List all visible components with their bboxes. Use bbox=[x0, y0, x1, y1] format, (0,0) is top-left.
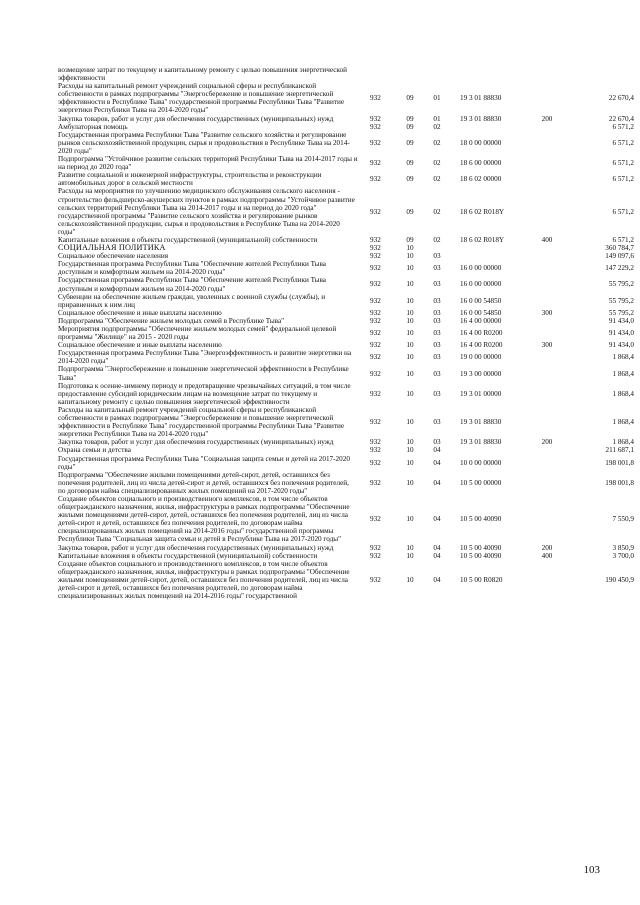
row-subsection-code: 03 bbox=[433, 438, 441, 447]
row-description: Расходы на капитальный ремонт учреждений социальной сферы и республиканской собственности в рамках подпрограммы "Энергосбережение и повышение энергетической эффективности в Республике Тыва" государственной программы Республики Тыва "Развитие энергетики Республики Тыва на 2014-2020 годы" bbox=[58, 405, 345, 439]
row-expense-type bbox=[530, 406, 564, 438]
table-row bbox=[58, 341, 634, 349]
row-target-article: 10 5 00 R0820 bbox=[460, 575, 503, 584]
row-amount: 6 571,2 bbox=[612, 207, 634, 216]
table-row bbox=[58, 544, 634, 552]
row-ministry-code: 932 bbox=[370, 244, 381, 253]
row-ministry-code: 932 bbox=[370, 515, 381, 524]
row-subsection-code: 04 bbox=[433, 551, 441, 560]
row-section-code: 10 bbox=[406, 280, 414, 289]
row-expense-type: 300 bbox=[541, 341, 553, 350]
row-amount: 91 434,0 bbox=[608, 329, 634, 338]
budget-table bbox=[58, 66, 634, 600]
row-ministry-code: 932 bbox=[370, 458, 381, 467]
row-target-article: 19 3 01 88830 bbox=[460, 418, 502, 427]
row-section-code: 09 bbox=[406, 138, 414, 147]
row-ministry-code: 932 bbox=[370, 296, 381, 305]
table-row bbox=[58, 171, 634, 187]
row-ministry-code: 932 bbox=[370, 446, 381, 455]
row-amount: 6 571,2 bbox=[612, 159, 634, 168]
row-ministry-code: 932 bbox=[370, 252, 381, 261]
row-ministry-code: 932 bbox=[370, 308, 381, 317]
row-expense-type bbox=[530, 252, 564, 260]
row-subsection-code bbox=[424, 66, 450, 82]
row-section-code: 10 bbox=[406, 369, 414, 378]
row-section-code: 10 bbox=[406, 264, 414, 273]
row-amount: 6 571,2 bbox=[612, 175, 634, 184]
row-description: Подпрограмма "Обеспечение жилыми помещениями детей-сирот, детей, оставшихся без попечения родителей, лиц из числа детей-сирот и детей, оставшихся без попечения родителей, по договорам найма специализированных жилых помещений на 2017-2020 годы" bbox=[58, 470, 349, 495]
row-subsection-code: 03 bbox=[433, 341, 441, 350]
row-description: Субвенции на обеспечение жильем граждан, уволенных с военной службы (службы), и приравненных к ним лиц bbox=[58, 292, 326, 309]
row-amount: 147 229,2 bbox=[605, 264, 634, 273]
row-expense-type bbox=[530, 471, 564, 495]
row-expense-type: 200 bbox=[541, 438, 553, 447]
row-expense-type: 200 bbox=[541, 543, 553, 552]
row-ministry-code: 932 bbox=[370, 207, 381, 216]
row-ministry-code bbox=[364, 66, 396, 82]
table-row bbox=[58, 252, 634, 260]
row-description: Амбулаторная помощь bbox=[58, 122, 128, 131]
row-description: Государственная программа Республики Тыва "Развитие сельского хозяйства и регулирование рынков сельскохозяйственной продукции, сырья и продовольствия в Республике Тыва на 2014-2020 годы" bbox=[58, 130, 350, 155]
row-target-article: 16 0 00 54850 bbox=[460, 296, 502, 305]
row-ministry-code: 932 bbox=[370, 122, 381, 131]
row-expense-type bbox=[530, 187, 564, 236]
row-amount: 3 700,0 bbox=[612, 551, 634, 560]
row-ministry-code: 932 bbox=[370, 543, 381, 552]
row-target-article: 19 3 01 88830 bbox=[460, 114, 502, 123]
row-amount: 55 795,2 bbox=[608, 296, 634, 305]
row-description: Расходы на мероприятия по улучшению медицинского обслуживания сельского населения - строительство фельдшерско-акушерских пунктов в рамках подпрограммы "Устойчивое развитие сельских территорий Республики Тыва на 2014-2017 годы и на период до 2020 года" государственной программы "Развитие сельского хозяйства и регулирование рынков сельскохозяйственной продукции, сырья и продовольствия в Республике Тыва на 2014-2020 годы" bbox=[58, 187, 355, 236]
table-row bbox=[58, 66, 634, 82]
row-ministry-code: 932 bbox=[370, 316, 381, 325]
row-section-code: 09 bbox=[406, 94, 414, 103]
row-target-article: 19 0 00 00000 bbox=[460, 353, 502, 362]
row-subsection-code: 01 bbox=[433, 114, 441, 123]
row-section-code: 09 bbox=[406, 207, 414, 216]
table-row bbox=[58, 155, 634, 171]
table-row bbox=[58, 309, 634, 317]
row-target-article: 19 3 00 00000 bbox=[460, 369, 502, 378]
row-expense-type bbox=[530, 446, 564, 454]
row-target-article: 16 4 00 00000 bbox=[460, 316, 502, 325]
row-target-article: 10 5 00 00000 bbox=[460, 478, 502, 487]
row-amount: 1 868,4 bbox=[612, 438, 634, 447]
row-description: Расходы на капитальный ремонт учреждений социальной сферы и республиканской собственности в рамках подпрограммы "Энергосбережение и повышение энергетической эффективности в Республике Тыва" государственной программы Республики Тыва "Развитие энергетики Республики Тыва на 2014-2020 годы" bbox=[58, 82, 345, 115]
row-section-code: 10 bbox=[406, 458, 414, 467]
row-target-article: 10 0 00 00000 bbox=[460, 458, 502, 467]
row-subsection-code: 02 bbox=[433, 159, 441, 168]
row-ministry-code: 932 bbox=[370, 94, 381, 103]
row-section-code: 10 bbox=[406, 515, 414, 524]
row-expense-type bbox=[530, 123, 564, 131]
row-subsection-code: 03 bbox=[433, 389, 441, 398]
row-amount: 6 571,2 bbox=[612, 235, 634, 244]
row-description: Подпрограмма "Устойчивое развитие сельских территорий Республики Тыва на 2014-2017 годы и на период до 2020 года" bbox=[58, 155, 358, 172]
row-subsection-code: 03 bbox=[433, 329, 441, 338]
row-description: Социальное обеспечение и иные выплаты населению bbox=[58, 308, 222, 317]
row-amount: 91 434,0 bbox=[608, 316, 634, 325]
row-target-article: 19 3 01 00000 bbox=[460, 389, 502, 398]
row-expense-type bbox=[530, 131, 564, 155]
row-ministry-code: 932 bbox=[370, 551, 381, 560]
table-row bbox=[58, 325, 634, 341]
row-amount: 1 868,4 bbox=[612, 369, 634, 378]
row-ministry-code: 932 bbox=[370, 418, 381, 427]
row-amount: 1 868,4 bbox=[612, 418, 634, 427]
row-ministry-code: 932 bbox=[370, 389, 381, 398]
table-row bbox=[58, 115, 634, 123]
row-target-article bbox=[450, 123, 530, 131]
row-section-code: 10 bbox=[406, 244, 414, 253]
row-expense-type bbox=[530, 560, 564, 600]
row-target-article: 18 0 00 00000 bbox=[460, 138, 502, 147]
row-subsection-code: 04 bbox=[433, 478, 441, 487]
row-description: возмещение затрат по текущему и капитальному ремонту с целью повышения энергетической эффективности bbox=[58, 66, 347, 83]
row-target-article: 19 3 01 88830 bbox=[460, 94, 502, 103]
row-ministry-code: 932 bbox=[370, 341, 381, 350]
row-description: Социальное обеспечение населения bbox=[58, 252, 169, 261]
row-amount: 149 097,6 bbox=[605, 252, 634, 261]
table-row bbox=[58, 471, 634, 495]
row-subsection-code: 04 bbox=[433, 458, 441, 467]
row-ministry-code: 932 bbox=[370, 235, 381, 244]
row-amount: 55 795,2 bbox=[608, 280, 634, 289]
row-description: Государственная программа Республики Тыва "Энергоэффективность и развитие энергетики на 2014-2020 годы" bbox=[58, 349, 352, 366]
row-description: Закупка товаров, работ и услуг для обеспечения государственных (муниципальных) нужд bbox=[58, 114, 334, 123]
row-amount: 198 001,8 bbox=[605, 478, 634, 487]
table-row bbox=[58, 123, 634, 131]
row-subsection-code: 03 bbox=[433, 264, 441, 273]
row-section-code: 10 bbox=[406, 478, 414, 487]
row-subsection-code: 02 bbox=[433, 175, 441, 184]
row-description: Создание объектов социального и производственного комплексов, в том числе объектов общегражданского назначения, жилья, инфраструктуры в рамках подпрограммы "Обеспечение жилыми помещениями детей-сирот, детей, оставшихся без попечения родителей, лиц из числа детей-сирот и детей, оставшихся без попечения родителей, по договорам найма специализированных жилых помещений на 2014-2016 годы" государственной bbox=[58, 559, 350, 601]
row-description: Охрана семьи и детства bbox=[58, 446, 131, 455]
row-expense-type bbox=[530, 82, 564, 114]
row-expense-type bbox=[530, 260, 564, 276]
row-description: Государственная программа Республики Тыва "Социальная защита семьи и детей на 2017-2020 годы" bbox=[58, 454, 350, 471]
row-section-code: 10 bbox=[406, 575, 414, 584]
table-row bbox=[58, 455, 634, 471]
row-target-article: 10 5 00 40090 bbox=[460, 543, 502, 552]
row-description: Капитальные вложения в объекты государственной (муниципальной) собственности bbox=[58, 235, 318, 244]
row-description: Подготовка к осенне-зимнему периоду и предотвращение чрезвычайных ситуаций, в том числе предоставление субсидий юридическим лицам на возмещение затрат по текущему и капитальному ремонту с целью повышения энергетической эффективности bbox=[58, 381, 351, 406]
row-target-article: 10 5 00 40090 bbox=[460, 515, 502, 524]
row-amount: 211 687,1 bbox=[605, 446, 634, 455]
row-amount: 22 670,4 bbox=[608, 94, 634, 103]
page-number: 103 bbox=[583, 864, 600, 876]
table-row bbox=[58, 349, 634, 365]
row-ministry-code: 932 bbox=[370, 138, 381, 147]
row-target-article: 18 6 02 R018Y bbox=[460, 207, 505, 216]
row-description: Развитие социальной и инженерной инфраструктуры, строительства и реконструкции автомобильных дорог в сельской местности bbox=[58, 171, 322, 188]
row-subsection-code: 03 bbox=[433, 418, 441, 427]
table-row bbox=[58, 438, 634, 446]
row-description: Социальное обеспечение и иные выплаты населению bbox=[58, 341, 222, 350]
row-target-article: 18 6 02 R018Y bbox=[460, 235, 505, 244]
row-expense-type bbox=[530, 171, 564, 187]
row-target-article bbox=[450, 446, 530, 454]
table-row bbox=[58, 406, 634, 438]
row-section-code bbox=[396, 66, 424, 82]
table-row bbox=[58, 495, 634, 544]
table-row bbox=[58, 293, 634, 309]
row-ministry-code: 932 bbox=[370, 264, 381, 273]
row-ministry-code: 932 bbox=[370, 114, 381, 123]
row-ministry-code: 932 bbox=[370, 369, 381, 378]
row-section-code: 10 bbox=[406, 341, 414, 350]
row-expense-type bbox=[530, 293, 564, 309]
row-subsection-code: 04 bbox=[433, 543, 441, 552]
row-subsection-code bbox=[424, 244, 450, 252]
row-section-code: 10 bbox=[406, 308, 414, 317]
budget-table-page bbox=[58, 66, 634, 601]
row-section-code: 10 bbox=[406, 252, 414, 261]
table-row bbox=[58, 560, 634, 600]
row-subsection-code: 02 bbox=[433, 122, 441, 131]
row-amount: 91 434,0 bbox=[608, 341, 634, 350]
row-subsection-code: 03 bbox=[433, 308, 441, 317]
row-amount: 6 571,2 bbox=[612, 122, 634, 131]
table-row bbox=[58, 446, 634, 454]
row-target-article: 10 5 00 40090 bbox=[460, 551, 502, 560]
table-row bbox=[58, 187, 634, 236]
row-description: Создание объектов социального и производственного комплексов, в том числе объектов общегражданского назначения, жилья, инфраструктуры в рамках подпрограммы "Обеспечение жилыми помещениями детей-сирот, детей, оставшихся без попечения родителей, лиц из числа детей-сирот и детей, оставшихся без попечения родителей, по договорам найма специализированных жилых помещений на 2014-2016 годы" государственной программы Республики Тыва "Социальная защита семьи и детей в Республике Тыва на 2017-2020 годы" bbox=[58, 494, 350, 544]
row-description: Подпрограмма "Энергосбережение и повышение энергетической эффективности в Республике Тыва" bbox=[58, 365, 349, 382]
row-subsection-code: 03 bbox=[433, 369, 441, 378]
row-amount: 360 784,7 bbox=[605, 244, 634, 253]
row-section-code: 10 bbox=[406, 296, 414, 305]
row-expense-type: 400 bbox=[541, 235, 553, 244]
table-row bbox=[58, 131, 634, 155]
row-expense-type bbox=[530, 276, 564, 292]
row-description: Закупка товаров, работ и услуг для обеспечения государственных (муниципальных) нужд bbox=[58, 543, 334, 552]
row-amount: 7 550,9 bbox=[612, 515, 634, 524]
row-target-article: 16 0 00 00000 bbox=[460, 280, 502, 289]
row-subsection-code: 03 bbox=[433, 296, 441, 305]
row-expense-type bbox=[530, 365, 564, 381]
row-subsection-code: 01 bbox=[433, 94, 441, 103]
row-expense-type bbox=[530, 382, 564, 406]
row-section-code: 10 bbox=[406, 438, 414, 447]
row-subsection-code: 02 bbox=[433, 138, 441, 147]
table-row bbox=[58, 552, 634, 560]
row-section-code: 09 bbox=[406, 175, 414, 184]
row-target-article: 18 6 00 00000 bbox=[460, 159, 502, 168]
row-ministry-code: 932 bbox=[370, 329, 381, 338]
row-section-code: 10 bbox=[406, 418, 414, 427]
row-target-article: 19 3 01 88830 bbox=[460, 438, 502, 447]
row-target-article: 16 4 00 R0200 bbox=[460, 341, 503, 350]
row-amount: 1 868,4 bbox=[612, 389, 634, 398]
row-section-code: 10 bbox=[406, 551, 414, 560]
table-row bbox=[58, 276, 634, 292]
row-subsection-code: 02 bbox=[433, 207, 441, 216]
row-expense-type: 200 bbox=[541, 114, 553, 123]
row-expense-type bbox=[530, 244, 564, 252]
row-subsection-code: 04 bbox=[433, 575, 441, 584]
row-section-code: 09 bbox=[406, 114, 414, 123]
row-target-article bbox=[450, 252, 530, 260]
row-section-code: 10 bbox=[406, 316, 414, 325]
row-expense-type bbox=[530, 325, 564, 341]
row-description: Капитальные вложения в объекты государственной (муниципальной) собственности bbox=[58, 551, 318, 560]
budget-table-body bbox=[58, 66, 634, 600]
row-expense-type bbox=[530, 155, 564, 171]
row-section-code: 10 bbox=[406, 543, 414, 552]
row-target-article: 16 0 00 54850 bbox=[460, 308, 502, 317]
row-subsection-code: 03 bbox=[433, 280, 441, 289]
row-amount: 1 868,4 bbox=[612, 353, 634, 362]
row-section-code: 09 bbox=[406, 235, 414, 244]
row-section-code: 10 bbox=[406, 389, 414, 398]
row-expense-type: 300 bbox=[541, 308, 553, 317]
row-target-article bbox=[450, 66, 530, 82]
row-description: Подпрограмма "Обеспечение жильем молодых семей в Республике Тыва" bbox=[58, 316, 285, 325]
row-ministry-code: 932 bbox=[370, 438, 381, 447]
table-row bbox=[58, 260, 634, 276]
row-subsection-code: 04 bbox=[433, 515, 441, 524]
table-row bbox=[58, 382, 634, 406]
row-expense-type bbox=[530, 455, 564, 471]
row-subsection-code: 04 bbox=[433, 446, 441, 455]
row-ministry-code: 932 bbox=[370, 478, 381, 487]
row-expense-type bbox=[530, 495, 564, 544]
row-amount: 22 670,4 bbox=[608, 114, 634, 123]
row-target-article: 18 6 02 00000 bbox=[460, 175, 502, 184]
row-target-article: 16 4 00 R0200 bbox=[460, 329, 503, 338]
row-section-code: 10 bbox=[406, 446, 414, 455]
row-expense-type bbox=[530, 66, 564, 82]
row-target-article: 16 0 00 00000 bbox=[460, 264, 502, 273]
row-subsection-code: 02 bbox=[433, 235, 441, 244]
row-description: СОЦИАЛЬНАЯ ПОЛИТИКА bbox=[58, 243, 166, 253]
row-ministry-code: 932 bbox=[370, 159, 381, 168]
row-amount: 198 001,8 bbox=[605, 458, 634, 467]
row-subsection-code: 03 bbox=[433, 353, 441, 362]
table-row bbox=[58, 317, 634, 325]
row-section-code: 09 bbox=[406, 159, 414, 168]
row-subsection-code: 03 bbox=[433, 316, 441, 325]
row-amount: 55 795,2 bbox=[608, 308, 634, 317]
row-amount: 6 571,2 bbox=[612, 138, 634, 147]
row-ministry-code: 932 bbox=[370, 353, 381, 362]
row-expense-type bbox=[530, 349, 564, 365]
row-expense-type bbox=[530, 317, 564, 325]
row-description: Государственная программа Республики Тыва "Обеспечение жителей Республики Тыва доступным и комфортным жильем на 2014-2020 годы" bbox=[58, 260, 326, 277]
row-expense-type: 400 bbox=[541, 551, 553, 560]
row-amount: 190 450,9 bbox=[605, 575, 634, 584]
row-section-code: 10 bbox=[406, 329, 414, 338]
row-description: Закупка товаров, работ и услуг для обеспечения государственных (муниципальных) нужд bbox=[58, 438, 334, 447]
table-row bbox=[58, 365, 634, 381]
row-section-code: 10 bbox=[406, 353, 414, 362]
row-target-article bbox=[450, 244, 530, 252]
row-subsection-code: 03 bbox=[433, 252, 441, 261]
row-ministry-code: 932 bbox=[370, 280, 381, 289]
row-section-code: 09 bbox=[406, 122, 414, 131]
row-ministry-code: 932 bbox=[370, 175, 381, 184]
row-description: Мероприятия подпрограммы "Обеспечение жильем молодых семей" федеральной целевой программы "Жилище" на 2015 - 2020 годы bbox=[58, 325, 337, 342]
row-amount bbox=[564, 66, 634, 82]
table-row bbox=[58, 82, 634, 114]
row-description: Государственная программа Республики Тыва "Обеспечение жителей Республики Тыва доступным и комфортным жильем на 2014-2020 годы" bbox=[58, 276, 326, 293]
row-ministry-code: 932 bbox=[370, 575, 381, 584]
table-row bbox=[58, 244, 634, 252]
row-amount: 3 850,9 bbox=[612, 543, 634, 552]
